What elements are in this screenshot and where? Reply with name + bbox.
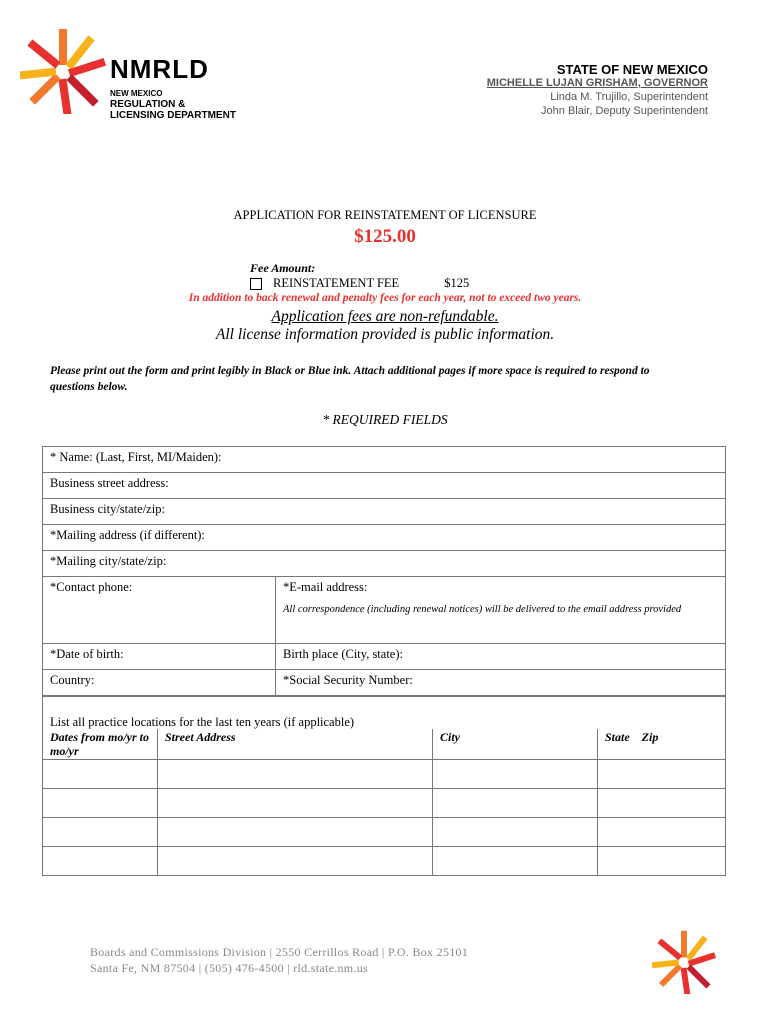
business-street-label: Business street address: [50, 476, 169, 490]
locations-title: List all practice locations for the last ten years (if applicable) [50, 715, 355, 729]
superintendent-name: Linda M. Trujillo, Superintendent [550, 91, 708, 103]
logo-name: NMRLD [110, 54, 209, 84]
fee-amount-label: Fee Amount: [250, 261, 316, 275]
reinstatement-fee-checkbox[interactable] [250, 278, 262, 290]
contact-phone-label: *Contact phone: [50, 580, 133, 594]
location-row [43, 818, 725, 847]
location-cell[interactable] [433, 847, 598, 876]
applicant-form [42, 446, 726, 696]
location-cell[interactable] [433, 760, 598, 789]
mailing-city-label: *Mailing city/state/zip: [50, 554, 167, 568]
fee-row [250, 276, 469, 291]
mailing-address-label: *Mailing address (if different): [50, 528, 205, 542]
birth-place-field[interactable] [276, 644, 726, 670]
location-cell[interactable] [158, 789, 433, 818]
location-cell[interactable] [598, 847, 726, 876]
location-cell[interactable] [598, 789, 726, 818]
email-note: All correspondence (including renewal notices) will be delivered to the email address provided [283, 604, 682, 615]
name-field[interactable] [43, 447, 726, 473]
business-city-field[interactable] [43, 499, 726, 525]
mailing-city-field[interactable] [43, 551, 726, 577]
ssn-label: *Social Security Number: [283, 673, 413, 687]
location-cell[interactable] [43, 789, 158, 818]
fee-note: In addition to back renewal and penalty fees for each year, not to exceed two years. [188, 292, 582, 304]
col-street: Street Address [158, 729, 433, 760]
location-cell[interactable] [598, 818, 726, 847]
footer-line1: Boards and Commissions Division | 2550 Cerrillos Road | P.O. Box 25101 [90, 945, 469, 959]
nmrld-logo-small-icon [652, 930, 716, 994]
location-cell[interactable] [43, 847, 158, 876]
business-street-field[interactable] [43, 473, 726, 499]
form-title: APPLICATION FOR REINSTATEMENT OF LICENSURE [233, 208, 537, 222]
business-city-label: Business city/state/zip: [50, 502, 165, 516]
country-label: Country: [50, 673, 95, 687]
location-cell[interactable] [158, 847, 433, 876]
nmrld-logo-icon [20, 28, 106, 114]
non-refundable-notice: Application fees are non-refundable. [271, 308, 499, 325]
col-state-zip: State Zip [598, 729, 726, 760]
footer [90, 944, 468, 976]
contact-phone-field[interactable] [43, 577, 276, 644]
country-field[interactable] [43, 670, 276, 696]
footer-line2: Santa Fe, NM 87504 | (505) 476-4500 | rld.state.nm.us [90, 961, 369, 975]
logo-sub-line1: NEW MEXICO [110, 89, 163, 98]
name-label: * Name: (Last, First, MI/Maiden): [50, 450, 222, 464]
ssn-field[interactable] [276, 670, 726, 696]
location-cell[interactable] [158, 760, 433, 789]
practice-locations [42, 696, 726, 876]
public-info-notice: All license information provided is public information. [215, 326, 555, 343]
agency-header [487, 62, 708, 118]
deputy-name: John Blair, Deputy Superintendent [541, 105, 708, 117]
governor-name: MICHELLE LUJAN GRISHAM, GOVERNOR [486, 77, 708, 89]
birth-place-label: Birth place (City, state): [283, 647, 403, 661]
logo-text [110, 56, 236, 121]
location-row [43, 789, 725, 818]
required-fields-heading: * REQUIRED FIELDS [322, 412, 448, 427]
state-name: STATE OF NEW MEXICO [556, 62, 708, 77]
instructions: Please print out the form and print legibly in Black or Blue ink. Attach additional pages if more space is required to respond to questions below. [50, 365, 650, 393]
fee-item: REINSTATEMENT FEE [273, 276, 400, 290]
email-label: *E-mail address: [283, 580, 368, 594]
location-cell[interactable] [43, 818, 158, 847]
logo-subtitle [110, 88, 236, 121]
dob-field[interactable] [43, 644, 276, 670]
location-cell[interactable] [158, 818, 433, 847]
email-field[interactable] [276, 577, 726, 644]
location-cell[interactable] [598, 760, 726, 789]
location-row [43, 847, 725, 876]
fee-value: $125 [444, 276, 470, 290]
fee-total: $125.00 [354, 226, 416, 247]
location-row [43, 760, 725, 789]
col-dates: Dates from mo/yr to mo/yr [43, 729, 158, 760]
logo-sub-line2: REGULATION & [110, 99, 186, 110]
location-cell[interactable] [433, 789, 598, 818]
location-cell[interactable] [433, 818, 598, 847]
location-cell[interactable] [43, 760, 158, 789]
dob-label: *Date of birth: [50, 647, 124, 661]
mailing-address-field[interactable] [43, 525, 726, 551]
col-city: City [433, 729, 598, 760]
logo-sub-line3: LICENSING DEPARTMENT [110, 110, 236, 121]
